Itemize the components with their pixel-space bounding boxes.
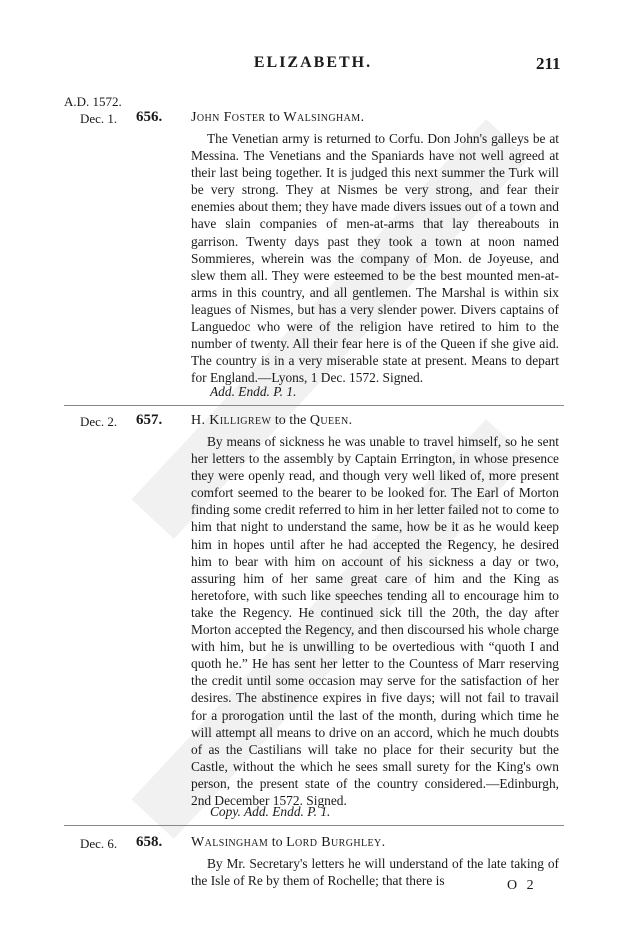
entry-number: 656. (136, 109, 163, 125)
entry-endorsement: Add. Endd. P. 1. (210, 384, 297, 399)
heading-from: John Foster (191, 110, 266, 125)
entry-heading (191, 835, 385, 851)
entry-date: Dec. 2. (80, 414, 118, 429)
heading-from: H. Killigrew (191, 413, 272, 428)
heading-to: Lord Burghley (286, 835, 382, 850)
heading-to: Walsingham (283, 110, 361, 125)
heading-to-word: to (265, 110, 284, 125)
entry-date: Dec. 1. (80, 111, 118, 126)
entry-body: The Venetian army is returned to Corfu. Don John's galleys be at Messina. The Venetians and the Spaniards have not well agreed at their last being together. It is judged this next summer the Turk will be very strong. They at Nismes be very strong, and fear their enemies about them; they have made divers issues out of a town and have slain companies of men-at-arms that lay thereabouts in garrison. Twenty days past they took a town at noon named Sommieres, wherein was the company of Mon. de Joyeuse, and slew them all. They were esteemed to be the best mounted men-at-arms in this country, and all gentlemen. The Marshal is within six leagues of Nismes, but has a very slender power. Divers captains of Languedoc who were of the religion have retired to him to the number of twenty. All their fear here is of the Queen if she give aid. The country is in a very miserable state at present. Means to depart for England.—Lyons, 1 Dec. 1572. Signed. (191, 131, 559, 386)
entry-body: By Mr. Secretary's letters he will understand of the late taking of the Isle of Re by them of Rochelle; that there is (191, 856, 559, 889)
entry-date: Dec. 6. (80, 836, 118, 851)
entry-endorsement: Copy. Add. Endd. P. 1. (210, 804, 331, 819)
heading-end: . (381, 835, 386, 850)
year-marker: A.D. 1572. (64, 94, 122, 109)
heading-end: . (360, 110, 365, 125)
entry-divider (64, 405, 564, 406)
entry-number: 657. (136, 412, 163, 428)
entry-body: By means of sickness he was unable to travel himself, so he sent her letters to the assembly by Captain Errington, in whose presence they were openly read, and though very well liked of, more present comfort seemed to the bearer to be looked for. The Earl of Morton finding some credit referred to him in her letter failed not to come to him that night to understand the same, how be it as he would keep him in hopes until after he had accepted the Regency, he desired him to bear with him on account of his sickness a day or two, assuring him of her same great care of him and the King as heretofore, with such like speeches tending all to encourage him to take the Regency. He continued sick till the 20th, the day after Morton accepted the Regency, and then discoursed his whole charge with him, but he is unwilling to be overtedious with “quoth I and quoth he.” He has sent her letter to the Countess of Marr reserving the credit until some occasion may serve for the satisfaction of her desires. The abstinence expires in five days; will not fail to travail for a prorogation until the last of the month, during which time he will attempt all means to drive on an accord, which he much doubts of as the Castilians will take no place for their security but the Castle, without the which he sees small surety for the King's own person, the present state of the country considered.—Edinburgh, 2nd December 1572. Signed. (191, 434, 559, 808)
heading-end: . (348, 413, 353, 428)
heading-to: Queen (309, 413, 349, 428)
entry-divider (64, 825, 564, 826)
page-number: 211 (536, 54, 561, 73)
entry-number: 658. (136, 834, 163, 850)
entry-heading (191, 413, 352, 429)
signature-mark: O 2 (507, 878, 537, 893)
heading-from: Walsingham (191, 835, 269, 850)
heading-to-word: to (268, 835, 287, 850)
running-title: ELIZABETH. (253, 54, 373, 71)
heading-to-word: to the (271, 413, 310, 428)
page-header (0, 54, 626, 78)
entry-heading (191, 110, 364, 126)
